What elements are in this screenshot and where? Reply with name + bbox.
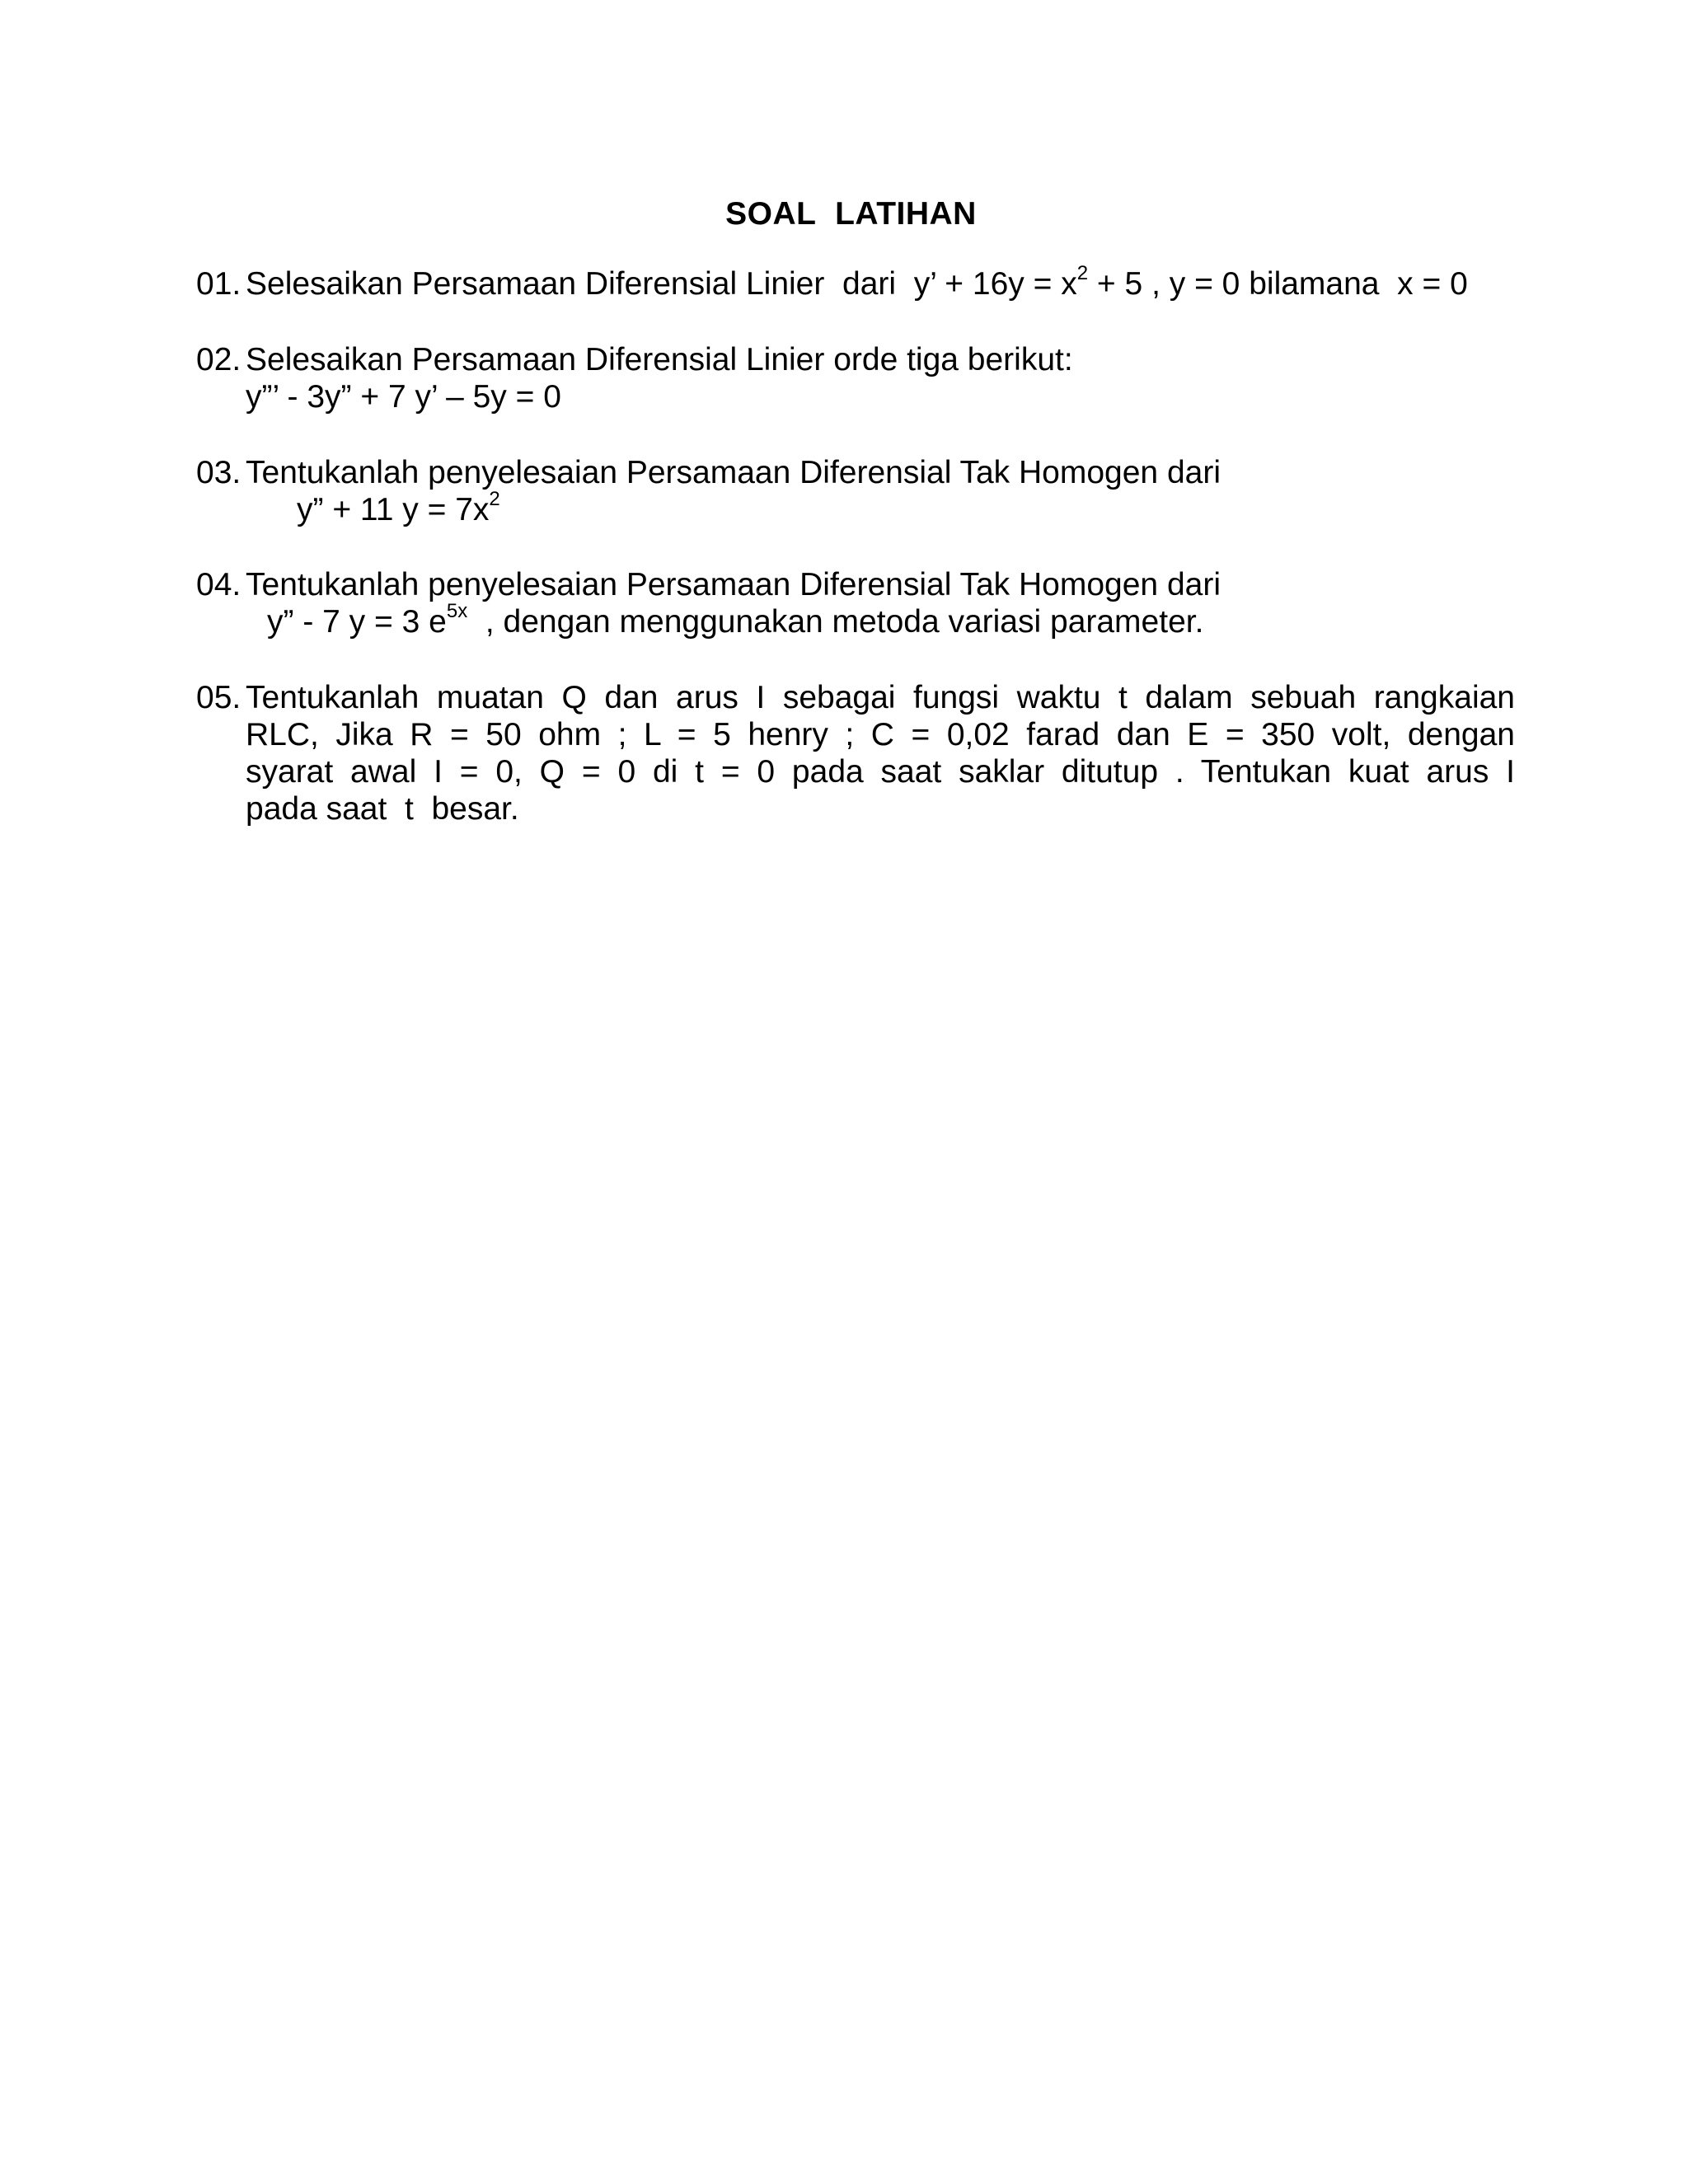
question-text: Tentukanlah penyelesaian Persamaan Diferensial Tak Homogen dari (246, 567, 1221, 602)
question-text-line: syarat awal I = 0, Q = 0 di t = 0 pada saat saklar ditutup . Tentukan kuat arus I (246, 754, 1515, 790)
question-number: 01. (196, 266, 241, 302)
equation-part: , dengan menggunakan metoda variasi parameter. (467, 604, 1204, 640)
question-text: Selesaikan Persamaan Diferensial Linier orde tiga berikut: (246, 342, 1073, 377)
question-equation: y”’ - 3y” + 7 y’ – 5y = 0 (246, 379, 561, 415)
question-05 (196, 680, 1515, 845)
question-text-line: pada saat t besar. (246, 791, 519, 827)
superscript: 2 (489, 488, 500, 510)
question-number: 03. (196, 455, 241, 490)
equation-part: y” + 11 y = 7x (297, 492, 490, 527)
question-text (246, 262, 1468, 302)
question-equation (267, 600, 1204, 640)
question-number: 04. (196, 567, 241, 602)
question-03 (196, 455, 1515, 537)
superscript: 5x (446, 600, 468, 622)
question-text-line: RLC, Jika R = 50 ohm ; L = 5 henry ; C = 0,02 farad dan E = 350 volt, dengan (246, 717, 1515, 752)
question-text-line: Tentukanlah muatan Q dan arus I sebagai fungsi waktu t dalam sebuah rangkaian (246, 680, 1515, 715)
page-title: SOAL LATIHAN (725, 196, 977, 232)
equation-part: y” - 7 y = 3 e (267, 604, 447, 640)
superscript: 2 (1076, 262, 1089, 284)
question-text-part: + 5 , y = 0 bilamana x = 0 (1088, 266, 1468, 302)
question-number: 05. (196, 680, 241, 715)
question-01 (196, 262, 1515, 307)
question-text-part: Selesaikan Persamaan Diferensial Linier dari y’ + 16y = x (246, 266, 1077, 302)
question-02 (196, 342, 1515, 424)
question-text: Tentukanlah penyelesaian Persamaan Diferensial Tak Homogen dari (246, 455, 1221, 490)
question-equation (297, 488, 500, 528)
question-number: 02. (196, 342, 241, 377)
question-04 (196, 567, 1515, 649)
